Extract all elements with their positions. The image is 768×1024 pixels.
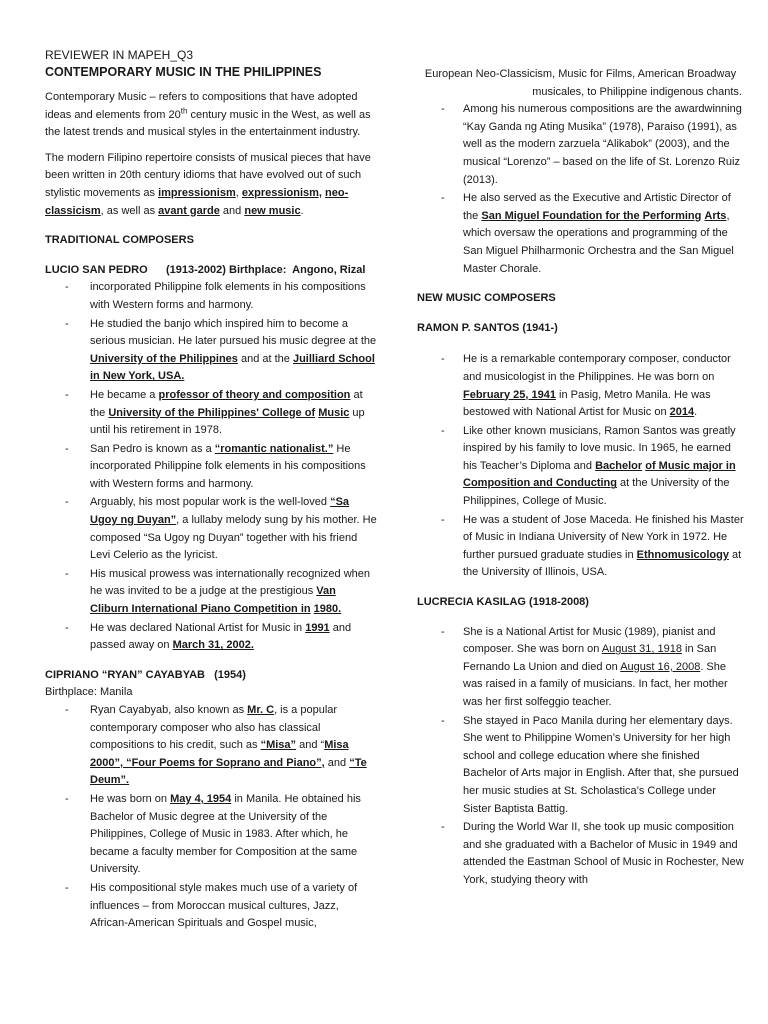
intro-paragraph-1 [45, 89, 377, 142]
lucio-san-pedro-heading: LUCIO SAN PEDRO (1913-2002) Birthplace: Angono, Rizal [45, 263, 366, 276]
cayabyab-list [45, 702, 377, 933]
text-run: and at the [237, 352, 293, 365]
emphasized-text: expressionism, [241, 186, 322, 199]
emphasized-text: University of the Philippines [90, 352, 238, 365]
text-run: Ryan Cayabyab, also known as [90, 704, 248, 716]
text-run: , which oversaw the operations and programming of the San Miguel Philharmonic Orchestra and the San Miguel Master Chorale. [463, 209, 734, 275]
text-run: incorporated Philippine folk elements in his compositions with Western forms and harmony. [90, 281, 366, 311]
cayabyab-birthplace: Birthplace: Manila [45, 686, 133, 699]
emphasized-text: Bachelor [595, 459, 643, 472]
text-run: in San Fernando La Union and died on [463, 643, 717, 673]
list-item [463, 423, 744, 511]
text-run: , [235, 186, 242, 199]
text-run: He was born on [90, 792, 171, 805]
text-run: During the World War II, she took up music composition and she graduated with a Bachelor of Music in 1949 and attended the Eastman School of Music in Rochester, New York, studying theory with [463, 821, 744, 886]
emphasized-text: of Music major in Composition and Conducting [463, 459, 736, 490]
list-item [90, 702, 377, 790]
emphasized-text: San Miguel Foundation for the Performing [481, 209, 702, 222]
text-run: at the University of Illinois, USA. [463, 548, 742, 579]
emphasized-text: Mr. C [247, 704, 275, 716]
text-run: Like other known musicians, Ramon Santos was greatly inspired by his family to love music. In 1965, he earned his Teacher’s Diploma and [463, 424, 736, 472]
emphasized-text: “Misa” [260, 739, 297, 752]
text-run: Arguably, his most popular work is the well-loved [90, 496, 331, 509]
list-item [463, 624, 744, 712]
text-run: He became a [90, 388, 159, 401]
text-run: San Pedro is known as a [90, 442, 215, 455]
text-run: . She was raised in a family of musicians. In fact, her mother was her first solfeggio teacher. [463, 660, 728, 708]
text-run: He was declared National Artist for Music in [90, 621, 306, 634]
right-column [417, 66, 744, 898]
text-run: and [324, 756, 350, 769]
text-run: His musical prowess was internationally recognized when he was invited to be a judge at the prestigious [90, 567, 371, 598]
emphasized-text: 1991 [305, 621, 330, 634]
list-item [463, 190, 744, 278]
list-item [90, 494, 377, 564]
emphasized-text: August 31, 1918 [601, 643, 682, 656]
text-run: The modern Filipino repertoire consists of musical pieces that have been written in 20th century idioms that have evolved out of such stylistic movements as [45, 151, 371, 199]
emphasized-text: University of the Philippines' College of [108, 406, 316, 419]
list-item [463, 819, 744, 889]
emphasized-text: impressionism [158, 186, 236, 199]
emphasized-text: Ethnomusicology [636, 548, 729, 561]
emphasized-text: 2014 [669, 406, 695, 419]
text-run: He was a student of Jose Maceda. He finished his Master of Music in Indiana University of New York in 1972. He further pursued graduate studies in [463, 513, 744, 561]
text-run: at the University of the Philippines, College of Music. [463, 477, 730, 508]
emphasized-text: Arts [704, 209, 727, 222]
list-item [90, 441, 377, 494]
text-run: and passed away on [90, 621, 352, 652]
text-run: , a lullaby melody sung by his mother. He composed “Sa Ugoy ng Duyan” together with his friend Levi Celerio as the lyricist. [90, 514, 377, 562]
ramon-santos-list [417, 351, 744, 582]
text-run: He incorporated Philippine folk elements in his compositions with Western forms and harmony. [90, 442, 366, 490]
text-run: , as well as [100, 204, 159, 217]
list-item [463, 512, 744, 582]
intro-paragraph-2 [45, 150, 377, 220]
text-run: th [180, 105, 188, 115]
document-title: CONTEMPORARY MUSIC IN THE PHILIPPINES [45, 65, 322, 79]
ramon-santos-heading: RAMON P. SANTOS (1941-) [417, 321, 558, 334]
emphasized-text: “Te Deum”. [90, 756, 367, 787]
list-item [463, 351, 744, 421]
text-run: up until his retirement in 1978. [90, 406, 365, 437]
emphasized-text: avant garde [158, 204, 220, 217]
emphasized-text: “romantic nationalist.” [214, 442, 334, 455]
text-run: and [219, 204, 245, 217]
text-run: He is a remarkable contemporary composer, conductor and musicologist in the Philippines. He was born on [463, 353, 731, 383]
text-run: , is a popular contemporary composer who also has classical compositions to his credit, such as [90, 704, 338, 752]
list-item [463, 101, 744, 189]
lucrecia-kasilag-list [417, 624, 744, 890]
left-column [45, 47, 377, 941]
text-run: and “ [296, 739, 325, 752]
emphasized-text: March 31, 2002. [172, 639, 254, 652]
text-run: He also served as the Executive and Artistic Director of the [463, 192, 731, 222]
continued-line-1: European Neo-Classicism, Music for Films, American Broadway [424, 68, 737, 80]
text-run: at the [90, 388, 363, 419]
traditional-composers-heading: TRADITIONAL COMPOSERS [45, 234, 194, 247]
list-item [90, 620, 377, 655]
emphasized-text: Music [318, 406, 350, 419]
lucrecia-kasilag-heading: LUCRECIA KASILAG (1918-2008) [417, 596, 589, 609]
text-run: in Manila. He obtained his Bachelor of Music degree at the University of the Philippines, College of Music in 1983. After which, he became a faculty member for Composition at the same University. [90, 792, 361, 876]
list-item [463, 713, 744, 819]
emphasized-text: “Sa Ugoy ng Duyan” [90, 496, 350, 527]
emphasized-text: August 16, 2008 [620, 660, 701, 673]
text-run: . [694, 406, 698, 419]
cayabyab-heading: CIPRIANO “RYAN” CAYABYAB (1954) [45, 668, 246, 681]
text-run: She stayed in Paco Manila during her elementary days. She went to Philippine Women’s University for her high school and college education where she finished Bachelor of Arts major in English. After that, she pursued her music studies at St. Scholastica’s College under Sister Baptista Battig. [463, 714, 739, 815]
emphasized-text: Juilliard School in New York, USA. [90, 352, 375, 383]
list-item [90, 880, 377, 933]
list-item [90, 316, 377, 386]
text-run: . [300, 204, 304, 217]
list-item [90, 279, 377, 314]
emphasized-text: neo-classicism [45, 186, 349, 217]
cayabyab-continued-list [417, 101, 744, 278]
emphasized-text: May 4, 1954 [170, 792, 232, 805]
new-music-composers-heading: NEW MUSIC COMPOSERS [417, 292, 556, 305]
text-run: His compositional style makes much use of a variety of influences – from Moroccan musical cultures, Jazz, African-American Spirituals and Gospel music, [90, 881, 358, 930]
list-item [90, 387, 377, 440]
list-item [90, 791, 377, 879]
reviewer-title: REVIEWER IN MAPEH_Q3 [45, 48, 194, 62]
emphasized-text: Van Cliburn International Piano Competition in [90, 585, 336, 616]
emphasized-text: February 25, 1941 [463, 388, 556, 401]
emphasized-text: Misa 2000”, “Four Poems for Soprano and Piano”, [90, 739, 349, 769]
lucio-san-pedro-list [45, 279, 377, 654]
emphasized-text: professor of theory and composition [158, 388, 351, 401]
text-run: He studied the banjo which inspired him to become a serious musician. He later pursued his music degree at the [90, 317, 377, 348]
emphasized-text: 1980. [313, 603, 342, 616]
continued-line-2: musicales, to Philippine indigenous chants. [532, 85, 742, 98]
list-item [90, 566, 377, 619]
text-run: Among his numerous compositions are the awardwinning “Kay Ganda ng Ating Musika” (1978), Paraiso (1991), as well as the modern zarzuela “Alikabok” (2003), and the musical “Lorenzo” – based on the life of St. Lorenzo Ruiz (2013). [463, 103, 742, 186]
text-run: century music in the West, as well as the latest trends and musical styles in the entertainment industry. [45, 108, 371, 139]
emphasized-text: new music [244, 204, 301, 217]
text-run: in Pasig, Metro Manila. He was bestowed with National Artist for Music on [463, 388, 711, 419]
text-run: Contemporary Music – refers to compositions that have adopted ideas and elements from 20 [45, 91, 358, 121]
text-run: She is a National Artist for Music (1989), pianist and composer. She was born on [463, 625, 716, 656]
